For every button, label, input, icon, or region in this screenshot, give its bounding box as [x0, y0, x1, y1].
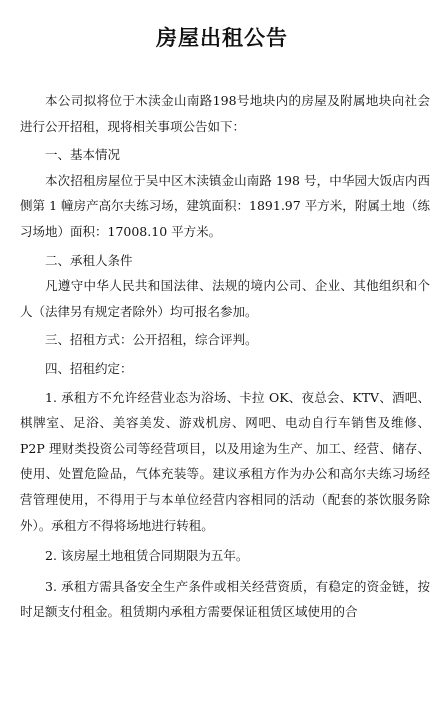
section-4-item-1: 1. 承租方不允许经营业态为浴场、卡拉 OK、夜总会、KTV、酒吧、棋牌室、足浴、美容美发、游戏机房、网吧、电动自行车销售及维修、P2P 理财类投资公司等经营项目，以及用途为生产、加工、经营、储存、使用、处置危险品，气体充装等。建议承租方作为办公和高尔夫练习场经营管理使用，不得用于与本单位经营内容相同的活动（配套的茶饮服务除外）。承租方不得将场地进行转租。	[20, 389, 430, 533]
intro-paragraph: 本公司拟将位于木渎金山南路198号地块内的房屋及附属地块向社会进行公开招租，现将相关事项公告如下：	[20, 93, 430, 134]
section-4-heading: 四、招租约定：	[45, 360, 133, 376]
section-2-heading: 二、承租人条件	[45, 252, 133, 268]
document-body	[20, 88, 430, 625]
section-4-item-2: 2. 该房屋土地租赁合同期限为五年。	[45, 548, 249, 564]
section-3-heading: 三、招租方式：公开招租，综合评判。	[45, 332, 258, 348]
section-1-heading: 一、基本情况	[45, 147, 121, 163]
document-title: 房屋出租公告	[156, 26, 288, 50]
section-1-text: 本次招租房屋位于吴中区木渎镇金山南路 198 号，中华园大饭店内西侧第 1 幢房产高尔夫练习场，建筑面积：1891.97 平方米，附属土地（练习场地）面积：17008.10 平方米。	[20, 172, 430, 239]
section-4-item-3: 3. 承租方需具备安全生产条件或相关经营资质，有稳定的资金链，按时足额支付租金。租赁期内承租方需要保证租赁区域使用的合	[20, 578, 430, 620]
section-2-text: 凡遵守中华人民共和国法律、法规的境内公司、企业、其他组织和个人（法律另有规定者除外）均可报名参加。	[20, 278, 430, 319]
